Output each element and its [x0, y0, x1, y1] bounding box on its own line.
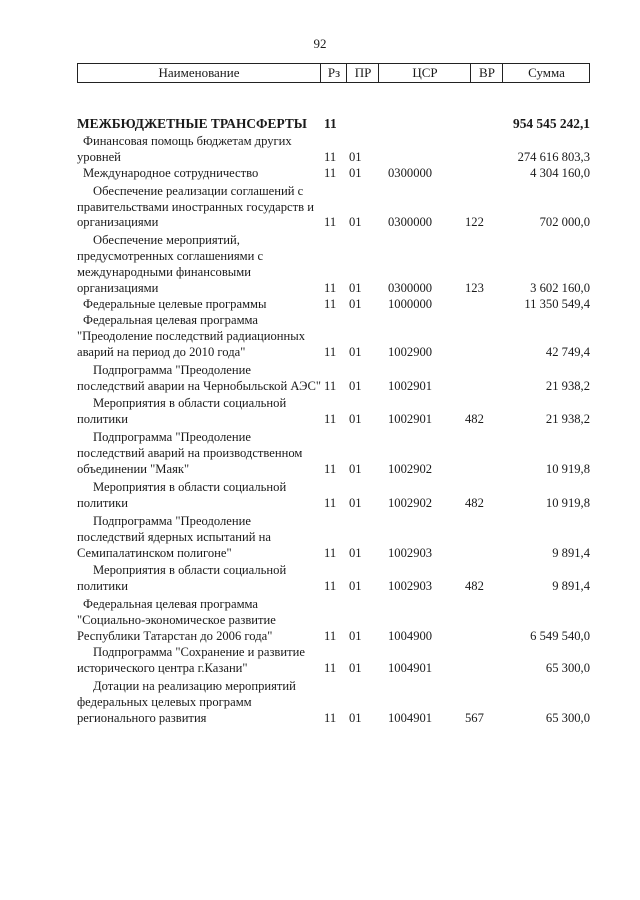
table-row [77, 363, 590, 395]
row-csr: 1002902 [388, 495, 433, 510]
row-pr: 01 [349, 660, 362, 675]
row-sum: 21 938,2 [545, 378, 590, 393]
table-row [77, 313, 590, 361]
row-pr: 01 [349, 462, 362, 477]
row-sum: 6 549 540,0 [530, 629, 590, 644]
row-rz: 11 [324, 462, 337, 477]
row-sum: 274 616 803,3 [517, 149, 590, 164]
row-rz: 11 [324, 412, 337, 427]
row-rz: 11 [324, 495, 337, 510]
row-pr: 01 [349, 495, 362, 510]
table-row [77, 396, 590, 428]
table-row [77, 430, 590, 478]
row-name: Обеспечение мероприятий, предусмотренных соглашениями с международными финансовыми организациями [77, 233, 264, 296]
table-row [77, 116, 590, 132]
row-vr: 567 [465, 710, 484, 725]
budget-table-body [77, 116, 590, 727]
row-vr: 123 [465, 281, 484, 296]
table-row [77, 297, 590, 313]
row-name: Подпрограмма "Преодоление последствий ядерных испытаний на Семипалатинском полигоне" [77, 513, 271, 560]
row-pr: 01 [349, 215, 362, 230]
row-sum: 4 304 160,0 [530, 165, 590, 180]
row-name: Дотации на реализацию мероприятий федеральных целевых программ регионального развития [77, 678, 296, 725]
row-vr: 122 [465, 215, 484, 230]
header-rz: Рз [320, 64, 347, 82]
header-pr: ПР [346, 64, 379, 82]
row-pr: 01 [349, 378, 362, 393]
row-vr: 482 [465, 579, 484, 594]
row-name: Подпрограмма "Сохранение и развитие исторического центра г.Казани" [77, 645, 305, 675]
row-name: Мероприятия в области социальной политики [77, 396, 287, 427]
table-row [77, 233, 590, 297]
row-name: Международное сотрудничество [83, 165, 259, 180]
row-rz: 11 [324, 281, 337, 296]
row-rz: 11 [324, 165, 337, 180]
row-name: Подпрограмма "Преодоление последствий аварии на Чернобыльской АЭС" [77, 362, 321, 393]
row-name: Федеральная целевая программа "Преодоление последствий радиационных аварий на период до 2010 года" [77, 312, 306, 359]
row-rz: 11 [324, 116, 337, 131]
row-sum: 954 545 242,1 [513, 116, 590, 131]
row-sum: 3 602 160,0 [530, 281, 590, 296]
row-sum: 65 300,0 [545, 660, 590, 675]
row-pr: 01 [349, 629, 362, 644]
row-csr: 0300000 [388, 281, 433, 296]
row-csr: 1004901 [388, 710, 433, 725]
row-csr: 1002901 [388, 412, 433, 427]
table-row [77, 645, 590, 677]
table-row [77, 563, 590, 595]
row-pr: 01 [349, 710, 362, 725]
row-rz: 11 [324, 215, 337, 230]
row-rz: 11 [324, 579, 337, 594]
header-sum: Сумма [502, 64, 590, 82]
row-pr: 01 [349, 545, 362, 560]
row-sum: 42 749,4 [545, 344, 590, 359]
row-sum: 702 000,0 [539, 215, 590, 230]
row-name: Обеспечение реализации соглашений с правительствами иностранных государств и организациями [77, 183, 314, 230]
row-csr: 1002903 [388, 545, 433, 560]
row-name: Федеральная целевая программа "Социально-экономическое развитие Республики Татарстан до 2006 года" [77, 597, 276, 644]
row-rz: 11 [324, 378, 337, 393]
row-pr: 01 [349, 296, 362, 311]
row-name: МЕЖБЮДЖЕТНЫЕ ТРАНСФЕРТЫ [77, 116, 307, 131]
row-rz: 11 [324, 660, 337, 675]
row-rz: 11 [324, 344, 337, 359]
table-row [77, 480, 590, 512]
row-name: Финансовая помощь бюджетам других уровней [77, 133, 292, 164]
row-vr: 482 [465, 412, 484, 427]
row-rz: 11 [324, 710, 337, 725]
row-sum: 10 919,8 [545, 462, 590, 477]
row-name: Подпрограмма "Преодоление последствий аварий на производственном объединении "Маяк" [77, 430, 303, 477]
row-sum: 65 300,0 [545, 710, 590, 725]
table-row [77, 166, 590, 182]
row-sum: 21 938,2 [545, 412, 590, 427]
row-csr: 0300000 [388, 165, 433, 180]
table-row [77, 184, 590, 232]
row-name: Федеральные целевые программы [83, 296, 267, 311]
row-csr: 1002903 [388, 579, 433, 594]
row-csr: 1000000 [388, 296, 433, 311]
row-sum: 9 891,4 [552, 545, 590, 560]
row-csr: 1002902 [388, 462, 433, 477]
row-csr: 1004901 [388, 660, 433, 675]
row-rz: 11 [324, 545, 337, 560]
row-csr: 0300000 [388, 215, 433, 230]
table-row [77, 597, 590, 645]
row-rz: 11 [324, 149, 337, 164]
row-csr: 1004900 [388, 629, 433, 644]
header-name: Наименование [158, 65, 240, 80]
table-header [77, 63, 590, 83]
row-pr: 01 [349, 412, 362, 427]
header-csr: ЦСР [378, 64, 471, 82]
row-pr: 01 [349, 165, 362, 180]
page-number: 92 [313, 36, 327, 51]
row-csr: 1002900 [388, 344, 433, 359]
row-name: Мероприятия в области социальной политики [77, 479, 287, 510]
row-rz: 11 [324, 296, 337, 311]
row-vr: 482 [465, 495, 484, 510]
table-row [77, 679, 590, 727]
row-sum: 11 350 549,4 [524, 296, 590, 311]
row-pr: 01 [349, 281, 362, 296]
table-row [77, 514, 590, 562]
header-vr: ВР [470, 64, 503, 82]
table-row [77, 134, 590, 166]
row-csr: 1002901 [388, 378, 433, 393]
row-pr: 01 [349, 579, 362, 594]
row-rz: 11 [324, 629, 337, 644]
row-name: Мероприятия в области социальной политики [77, 563, 287, 594]
row-pr: 01 [349, 149, 362, 164]
row-sum: 10 919,8 [545, 495, 590, 510]
row-sum: 9 891,4 [552, 579, 590, 594]
row-pr: 01 [349, 344, 362, 359]
